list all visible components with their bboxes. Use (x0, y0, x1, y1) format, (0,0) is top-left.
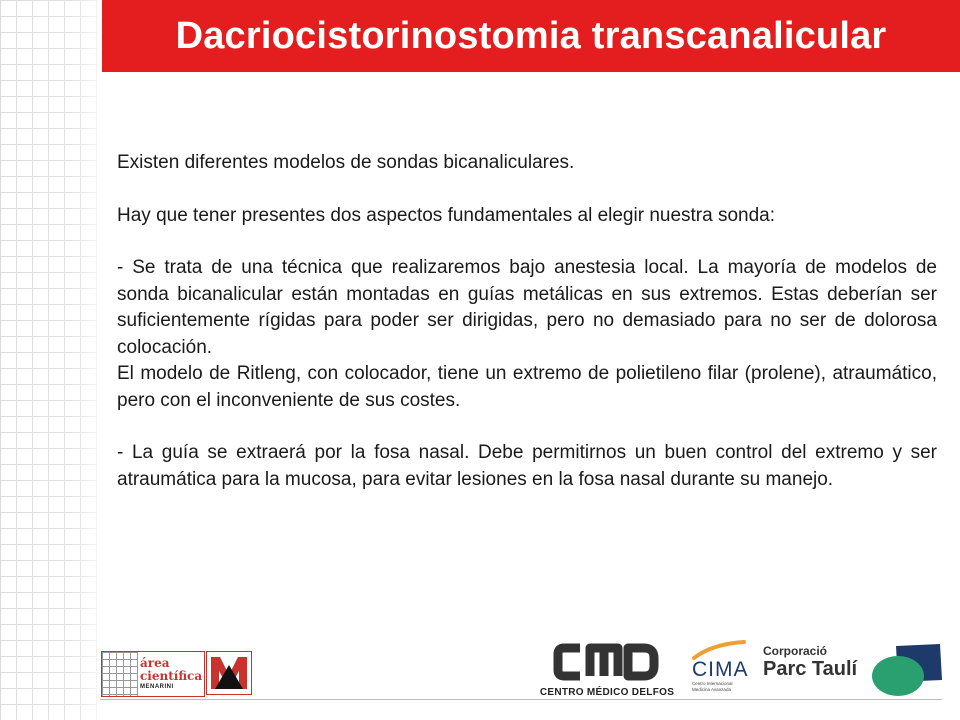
cima-subtitle: Centro Internacional Medicina Avanzada (692, 681, 733, 692)
cima-swoosh-icon (688, 640, 752, 660)
logo-text-menarini: MENARINI (140, 684, 174, 690)
parc-tauli-shapes-icon (868, 642, 944, 698)
logo-grid-icon (102, 652, 138, 696)
slide-title: Dacriocistorinostomia transcanalicular (175, 14, 887, 57)
footer-divider (100, 699, 942, 700)
paragraph-intro: Existen diferentes modelos de sondas bicanaliculares. (117, 152, 575, 173)
parc-tauli-corporacio: Corporació (763, 644, 828, 658)
centro-medico-delfos-logo (536, 640, 678, 698)
paragraph-ritleng: El modelo de Ritleng, con colocador, tiene un extremo de polietileno filar (prolene), atraumático, pero con el inconveniente de sus costes. (117, 363, 937, 411)
cmd-logo-icon (536, 640, 678, 684)
paragraph-aspects: Hay que tener presentes dos aspectos fundamentales al elegir nuestra sonda: (117, 204, 776, 226)
paragraph-local-anesthesia: - Se trata de una técnica que realizaremos bajo anestesia local. La mayoría de modelos de sonda bicanalicular están montadas en guías metálicas en sus extremos. Estas deberían ser suficientemente rígidas para poder ser dirigidas, pero no demasiado para no ser de dolorosa colocación. (117, 257, 937, 358)
logo-text-cientifica: científica (140, 669, 203, 683)
paragraph-nasal-guide: - La guía se extraerá por la fosa nasal. Debe permitirnos un buen control del extremo y ser atraumática para la mucosa, para evitar lesiones en la fosa nasal durante su manejo. (117, 442, 937, 490)
decorative-grid-fade (0, 0, 110, 720)
area-cientifica-logo (101, 651, 205, 697)
cima-logo (688, 640, 752, 696)
title-banner (102, 0, 960, 72)
cmd-label: CENTRO MÉDICO DELFOS (539, 687, 675, 698)
menarini-m-icon (206, 651, 252, 695)
cima-word: CIMA (692, 658, 749, 681)
parc-tauli-logo (760, 640, 945, 698)
slide-body (117, 150, 937, 493)
logo-text-area: área (140, 656, 170, 670)
parc-tauli-name: Parc Taulí (763, 658, 858, 680)
